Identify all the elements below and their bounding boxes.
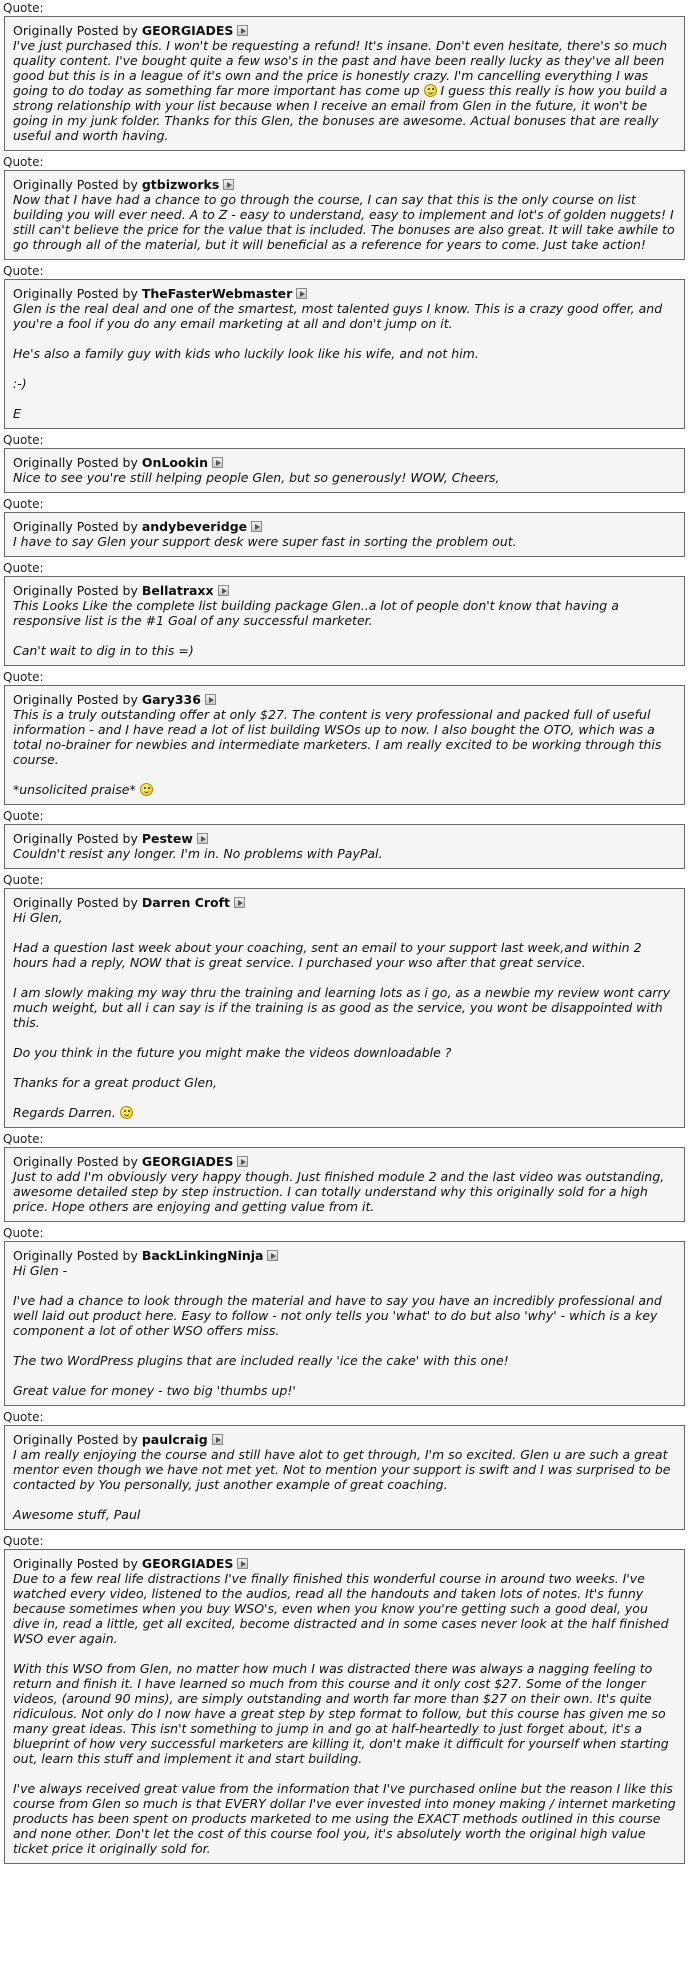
quote-paragraph: Hi Glen - [13, 1263, 68, 1278]
quote-paragraph: Couldn't resist any longer. I'm in. No problems with PayPal. [13, 846, 383, 861]
quote-label: Quote: [3, 264, 44, 278]
posted-by-prefix: Originally Posted by [13, 455, 142, 470]
quote-body [13, 1571, 676, 1856]
quote-header [13, 1432, 676, 1447]
quote-author: GEORGIADES [141, 1154, 234, 1169]
posted-by-prefix: Originally Posted by [13, 519, 142, 534]
view-post-icon[interactable] [237, 1558, 248, 1569]
quote-paragraph: Now that I have had a chance to go through the course, I can say that this is the only course on list building you will ever need. A to Z - easy to understand, easy to implement and lot's of golden nuggets! I still can't believe the price for the value that is included. The bonuses are also great. It will take awhile to go through all of the material, but it will beneficial as a reference for years to come. Just take action! [13, 192, 675, 252]
quote-body [13, 598, 676, 658]
quote-header [13, 23, 676, 38]
quote-header [13, 1248, 676, 1263]
quote-paragraph: With this WSO from Glen, no matter how much I was distracted there was always a nagging feeling to return and finish it. I have learned so much from this course and it only cost $27. Some of the longer videos, (around 90 mins), are simply outstanding and worth far more than $27 on their own. It's quite ridiculous. Not only do I now have a great step by step format to follow, but this course has given me so many great ideas. This isn't something to jump in and go at half-heartedly to just forget about, it's a blueprint of how very successful marketers are killing it, don't make it difficult for yourself when starting out, learn this stuff and implement it and start building. [13, 1661, 669, 1766]
quote-author: GEORGIADES [141, 1556, 234, 1571]
quote-label: Quote: [3, 1410, 44, 1424]
quote-box [4, 279, 685, 429]
posted-by-prefix: Originally Posted by [13, 1154, 142, 1169]
view-post-icon[interactable] [223, 179, 234, 190]
quote-box [4, 1549, 685, 1864]
posted-by-prefix: Originally Posted by [13, 286, 142, 301]
quote-paragraph: Regards Darren. [13, 1105, 676, 1120]
quote-box [4, 1425, 685, 1530]
quote-box [4, 576, 685, 666]
smiley-icon [120, 1106, 133, 1119]
quote-label: Quote: [3, 1132, 44, 1146]
quote-author: BackLinkingNinja [141, 1248, 264, 1263]
quote-body [13, 192, 676, 252]
quote-paragraph: Glen is the real deal and one of the smartest, most talented guys I know. This is a crazy good offer, and you're a fool if you do any email marketing at all and don't jump on it. [13, 301, 663, 331]
quote-paragraph: Just to add I'm obviously very happy though. Just finished module 2 and the last video was outstanding, awesome detailed step by step instruction. I can totally understand why this originally sold for a high price. Hope others are enjoying and getting value from it. [13, 1169, 665, 1214]
quote-body [13, 301, 676, 421]
quote-header [13, 286, 676, 301]
quote-box [4, 16, 685, 151]
posted-by-prefix: Originally Posted by [13, 583, 142, 598]
quote-label: Quote: [3, 873, 44, 887]
quote-label: Quote: [3, 809, 44, 823]
quote-author: Pestew [141, 831, 193, 846]
quote-box [4, 1241, 685, 1406]
view-post-icon[interactable] [296, 288, 307, 299]
quote-paragraph: Nice to see you're still helping people Glen, but so generously! WOW, Cheers, [13, 470, 500, 485]
view-post-icon[interactable] [212, 1434, 223, 1445]
quote-body [13, 1447, 676, 1522]
view-post-icon[interactable] [237, 1156, 248, 1167]
quote-header [13, 1556, 676, 1571]
quote-paragraph: This is a truly outstanding offer at only $27. The content is very professional and packed full of useful information - and I have read a lot of list building WSOs up to now. I also bought the OTO, which was a total no-brainer for newbies and intermediate marketers. I am really excited to be working through this course. [13, 707, 662, 767]
quote-author: Darren Croft [141, 895, 231, 910]
quote-paragraph: Great value for money - two big 'thumbs up!' [13, 1383, 296, 1398]
quote-body [13, 470, 676, 485]
quote-header [13, 895, 676, 910]
quote-paragraph: Had a question last week about your coaching, sent an email to your support last week,and within 2 hours had a reply, NOW that is great service. I purchased your wso after that great service. [13, 940, 642, 970]
quote-paragraph: I am slowly making my way thru the training and learning lots as i go, as a newbie my review wont carry much weight, but all i can say is if the training is as good as the service, you wont be disappointed with this. [13, 985, 671, 1030]
quote-body [13, 1263, 676, 1398]
quote-paragraph: I am really enjoying the course and still have alot to get through, I'm so excited. Glen u are such a great mentor even though we have not met yet. Not to mention your support is swift and I was surprised to be contacted by You personally, just another example of great coaching. [13, 1447, 671, 1492]
quote-paragraph: I have to say Glen your support desk were super fast in sorting the problem out. [13, 534, 517, 549]
quote-paragraph: Awesome stuff, Paul [13, 1507, 141, 1522]
quote-box [4, 170, 685, 260]
smiley-icon [424, 84, 437, 97]
quote-body [13, 1169, 676, 1214]
quote-body [13, 846, 676, 861]
quote-box [4, 888, 685, 1128]
view-post-icon[interactable] [267, 1250, 278, 1261]
view-post-icon[interactable] [234, 897, 245, 908]
quote-header [13, 831, 676, 846]
quote-label: Quote: [3, 561, 44, 575]
posted-by-prefix: Originally Posted by [13, 1432, 142, 1447]
posted-by-prefix: Originally Posted by [13, 23, 142, 38]
quote-paragraph: He's also a family guy with kids who luckily look like his wife, and not him. [13, 346, 479, 361]
view-post-icon[interactable] [197, 833, 208, 844]
quote-header [13, 519, 676, 534]
quote-paragraph: The two WordPress plugins that are included really 'ice the cake' with this one! [13, 1353, 509, 1368]
view-post-icon[interactable] [205, 694, 216, 705]
quote-label: Quote: [3, 155, 44, 169]
smiley-icon [140, 783, 153, 796]
quote-header [13, 1154, 676, 1169]
quote-body [13, 910, 676, 1120]
quote-author: Bellatraxx [141, 583, 214, 598]
posted-by-prefix: Originally Posted by [13, 1248, 142, 1263]
quote-paragraph: E [13, 406, 21, 421]
quote-body [13, 38, 676, 143]
quote-paragraph: Hi Glen, [13, 910, 63, 925]
quote-label: Quote: [3, 433, 44, 447]
quote-label: Quote: [3, 497, 44, 511]
posted-by-prefix: Originally Posted by [13, 895, 142, 910]
quote-author: paulcraig [141, 1432, 208, 1447]
quote-paragraph: Thanks for a great product Glen, [13, 1075, 218, 1090]
quote-label: Quote: [3, 1, 44, 15]
quote-paragraph: *unsolicited praise* [13, 782, 676, 797]
posted-by-prefix: Originally Posted by [13, 1556, 142, 1571]
quote-box [4, 448, 685, 493]
quote-author: andybeveridge [141, 519, 248, 534]
quote-box [4, 824, 685, 869]
posted-by-prefix: Originally Posted by [13, 177, 142, 192]
posted-by-prefix: Originally Posted by [13, 831, 142, 846]
quote-header [13, 583, 676, 598]
view-post-icon[interactable] [218, 585, 229, 596]
quote-author: GEORGIADES [141, 23, 234, 38]
quote-label: Quote: [3, 1226, 44, 1240]
quote-paragraph: This Looks Like the complete list building package Glen..a lot of people don't know that having a responsive list is the #1 Goal of any successful marketer. [13, 598, 619, 628]
quote-box [4, 512, 685, 557]
quote-author: gtbizworks [141, 177, 220, 192]
quote-paragraph: Do you think in the future you might make the videos downloadable ? [13, 1045, 452, 1060]
quote-label: Quote: [3, 1534, 44, 1548]
quote-paragraph: Due to a few real life distractions I've finally finished this wonderful course in around two weeks. I've watched every video, listened to the audios, read all the handouts and taken lots of notes. It's funny because sometimes when you buy WSO's, even when you know you're getting such a good deal, you dive in, read a little, get all excited, become distracted and in some cases never look at the half finished WSO ever again. [13, 1571, 669, 1646]
quote-box [4, 1147, 685, 1222]
view-post-icon[interactable] [237, 25, 248, 36]
view-post-icon[interactable] [251, 521, 262, 532]
quote-box [4, 685, 685, 805]
quote-header [13, 177, 676, 192]
quote-author: TheFasterWebmaster [141, 286, 293, 301]
quote-author: OnLookin [141, 455, 208, 470]
quote-label: Quote: [3, 670, 44, 684]
view-post-icon[interactable] [212, 457, 223, 468]
quote-header [13, 692, 676, 707]
posted-by-prefix: Originally Posted by [13, 692, 142, 707]
quote-paragraph: I've had a chance to look through the material and have to say you have an incredibly professional and well laid out product here. Easy to follow - not only tells you 'what' to do but also 'why' - which is a key component a lot of other WSO offers miss. [13, 1293, 662, 1338]
quote-body [13, 707, 676, 797]
quote-paragraph: I've always received great value from the information that I've purchased online but the reason I like this course from Glen so much is that EVERY dollar I've ever invested into money making / internet marketing products has been spent on products marketed to me using the EXACT methods outlined in this course and none other. Don't let the cost of this course fool you, it's absolutely worth the original high value ticket price it originally sold for. [13, 1781, 676, 1856]
quote-author: Gary336 [141, 692, 201, 707]
quote-paragraph: I've just purchased this. I won't be requesting a refund! It's insane. Don't even hesitate, there's so much quality content. I've bought quite a few wso's in the past and have been really lucky as they've all been good but this is in a league of it's own and the price is honestly crazy. I'm cancelling everything I was going to do today as something far more important has come up I guess this really is how you build a strong relationship with your list because when I receive an email from Glen in the future, it won't be going in my junk folder. Thanks for this Glen, the bonuses are awesome. Actual bonuses that are really useful and worth having. [13, 38, 668, 143]
quote-paragraph: :-) [13, 376, 27, 391]
quote-body [13, 534, 676, 549]
quote-paragraph: Can't wait to dig in to this =) [13, 643, 194, 658]
quote-header [13, 455, 676, 470]
